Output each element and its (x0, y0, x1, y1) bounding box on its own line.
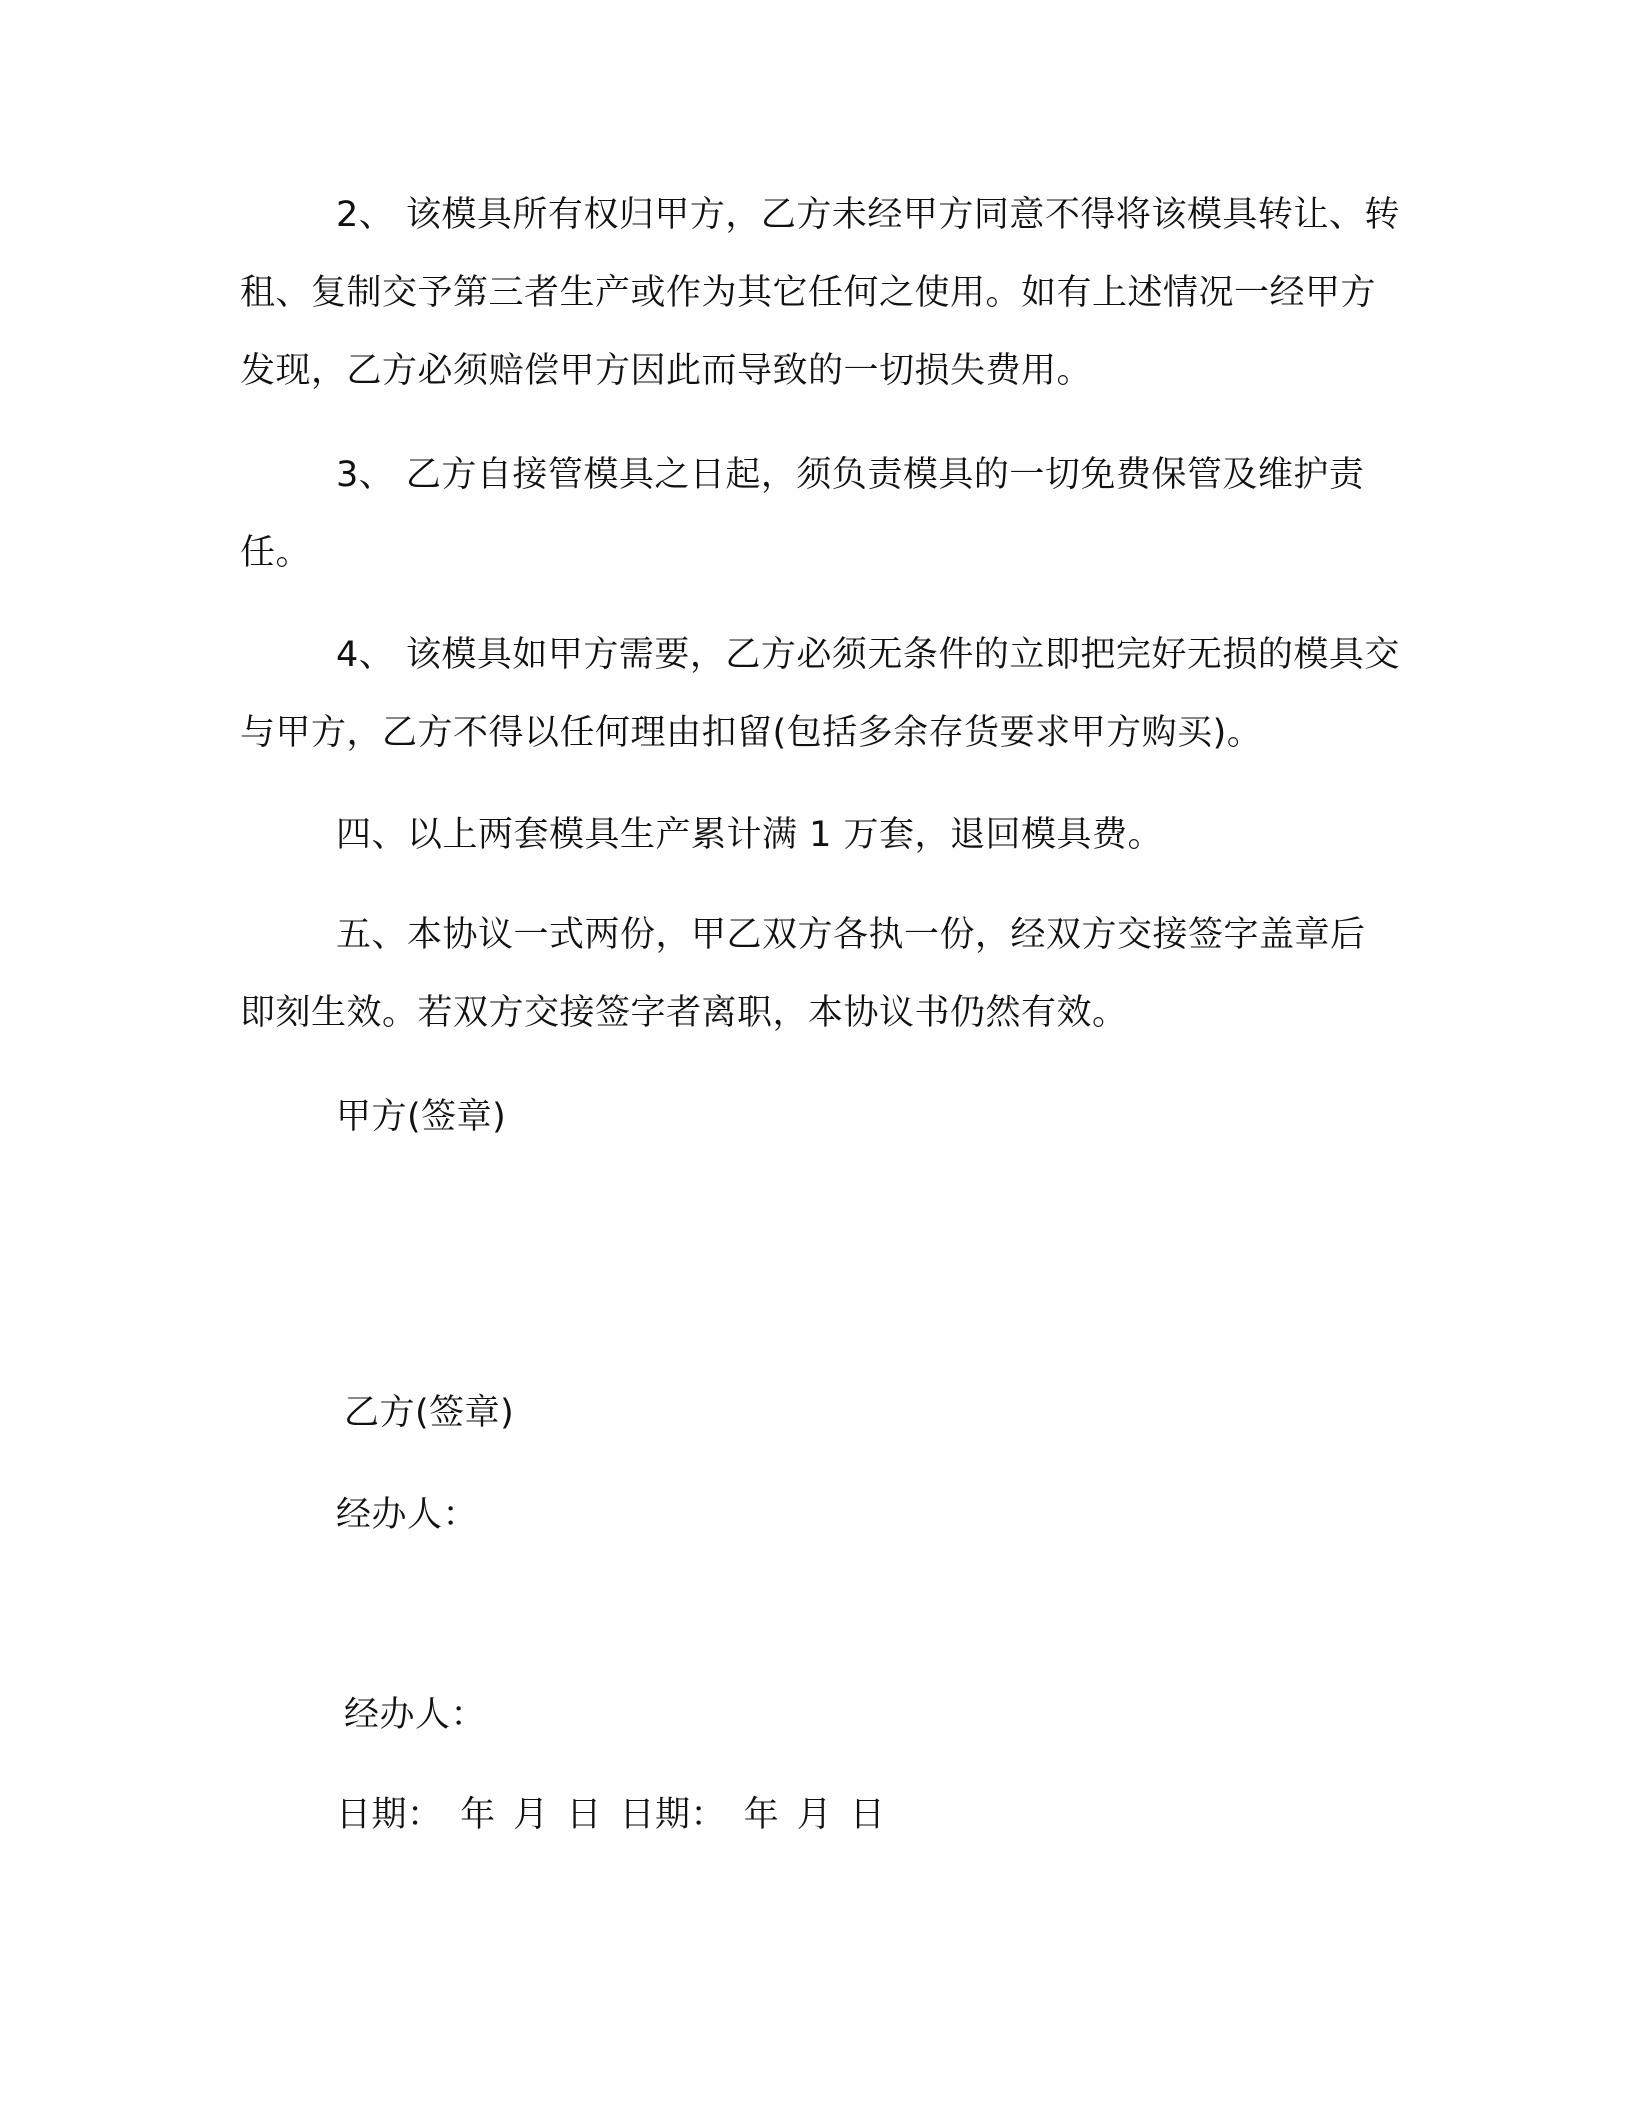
handler-label-2: 经办人： (344, 1695, 487, 1735)
section-4: 四、以上两套模具生产累计满 1 万套，退回模具费。 (336, 815, 1164, 855)
section-5: 五、本协议一式两份，甲乙双方各执一份，经双方交接签字盖章后即刻生效。若双方交接签字者离职，本协议书仍然有效。 (240, 915, 1366, 1033)
party-a-signature-label: 甲方(签章) (336, 1097, 507, 1137)
date-line: 日期： 年 月 日 日期： 年 月 日 (336, 1795, 886, 1835)
clause-2: 2、 该模具所有权归甲方，乙方未经甲方同意不得将该模具转让、转租、复制交予第三者生产或作为其它任何之使用。如有上述情况一经甲方发现，乙方必须赔偿甲方因此而导致的一切损失费用。 (240, 195, 1400, 391)
handler-label-1: 经办人： (336, 1495, 479, 1535)
clause-3: 3、 乙方自接管模具之日起，须负责模具的一切免费保管及维护责任。 (240, 455, 1365, 573)
party-b-signature-label: 乙方(签章) (344, 1393, 515, 1433)
clause-4: 4、 该模具如甲方需要，乙方必须无条件的立即把完好无损的模具交与甲方，乙方不得以任何理由扣留(包括多余存货要求甲方购买)。 (240, 635, 1400, 753)
